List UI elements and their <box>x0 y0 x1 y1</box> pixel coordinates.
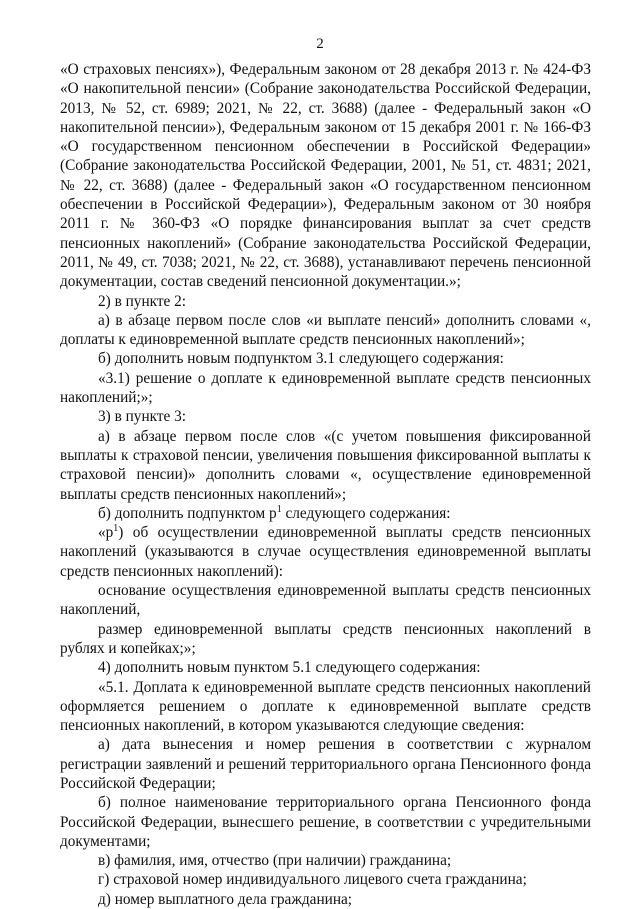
page-number: 2 <box>316 36 324 52</box>
text-run: б) дополнить подпунктом р <box>98 504 277 522</box>
paragraph: б) полное наименование территориального органа Пенсионного фонда Российской Федерации, вынесшего решение, в соответствии с учредительными документами; <box>60 794 591 850</box>
paragraph: б) дополнить новым подпунктом 3.1 следующего содержания: <box>98 350 504 368</box>
paragraph: а) в абзаце первом после слов «(с учетом повышения фиксированной выплаты к страховой пенсии, увеличения повышения фиксированной выплаты к страховой пенсии)» дополнить словами «, осуществление единовременной выплаты средств пенсионных накоплений»; <box>60 427 591 503</box>
document-body <box>60 60 591 909</box>
paragraph: 3) в пункте 3: <box>98 408 187 426</box>
paragraph-with-superscript <box>60 504 591 523</box>
paragraph: а) дата вынесения и номер решения в соответствии с журналом регистрации заявлений и решений территориального органа Пенсионного фонда Российской Федерации; <box>60 736 591 792</box>
paragraph: размер единовременной выплаты средств пенсионных накоплений в рублях и копейках;»; <box>60 620 591 657</box>
paragraph: основание осуществления единовременной выплаты средств пенсионных накоплений, <box>60 582 591 619</box>
text-run: ) об осуществлении единовременной выплаты средств пенсионных накоплений (указываются в случае осуществления единовременной выплаты средств пенсионных накоплений): <box>60 524 591 580</box>
paragraph: 2) в пункте 2: <box>98 292 187 310</box>
paragraph: 4) дополнить новым пунктом 5.1 следующего содержания: <box>98 659 481 677</box>
paragraph: а) в абзаце первом после слов «и выплате пенсий» дополнить словами «, доплаты к единовременной выплате средств пенсионных накоплений»; <box>60 311 591 349</box>
superscript: 1 <box>276 503 282 515</box>
paragraph: г) страховой номер индивидуального лицевого счета гражданина; <box>98 871 527 889</box>
text-run: «р <box>98 524 114 542</box>
paragraph: «О страховых пенсиях»), Федеральным законом от 28 декабря 2013 г. № 424-ФЗ «О накопительной пенсии» (Собрание законодательства Российской Федерации, 2013, № 52, ст. 6989; 2021, № 22, ст. 3688) (далее - Федеральный закон «О накопительной пенсии»), Федеральным законом от 15 декабря 2001 г. № 166-ФЗ «О государственном пенсионном обеспечении в Российской Федерации» (Собрание законодательства Российской Федерации, 2001, № 51, ст. 4831; 2021, № 22, ст. 3688) (далее - Федеральный закон «О государственном пенсионном обеспечении в Российской Федерации»), Федеральным законом от 30 ноября 2011 г. № 360-ФЗ «О порядке финансирования выплат за счет средств пенсионных накоплений» (Собрание законодательства Российской Федерации, 2011, № 49, ст. 7038; 2021, № 22, ст. 3688), устанавливают перечень пенсионной документации, состав сведений пенсионной документации.»; <box>60 61 591 291</box>
paragraph-with-superscript <box>60 523 591 581</box>
superscript: 1 <box>113 523 119 535</box>
paragraph: «5.1. Доплата к единовременной выплате средств пенсионных накоплений оформляется решением о доплате к единовременной выплате средств пенсионных накоплений, в котором указываются следующие сведения: <box>60 678 591 735</box>
text-run: следующего содержания: <box>281 504 451 522</box>
paragraph: д) номер выплатного дела гражданина; <box>98 890 353 908</box>
paragraph: в) фамилия, имя, отчество (при наличии) гражданина; <box>98 852 452 870</box>
paragraph: «3.1) решение о доплате к единовременной выплате средств пенсионных накоплений;»; <box>60 369 591 407</box>
